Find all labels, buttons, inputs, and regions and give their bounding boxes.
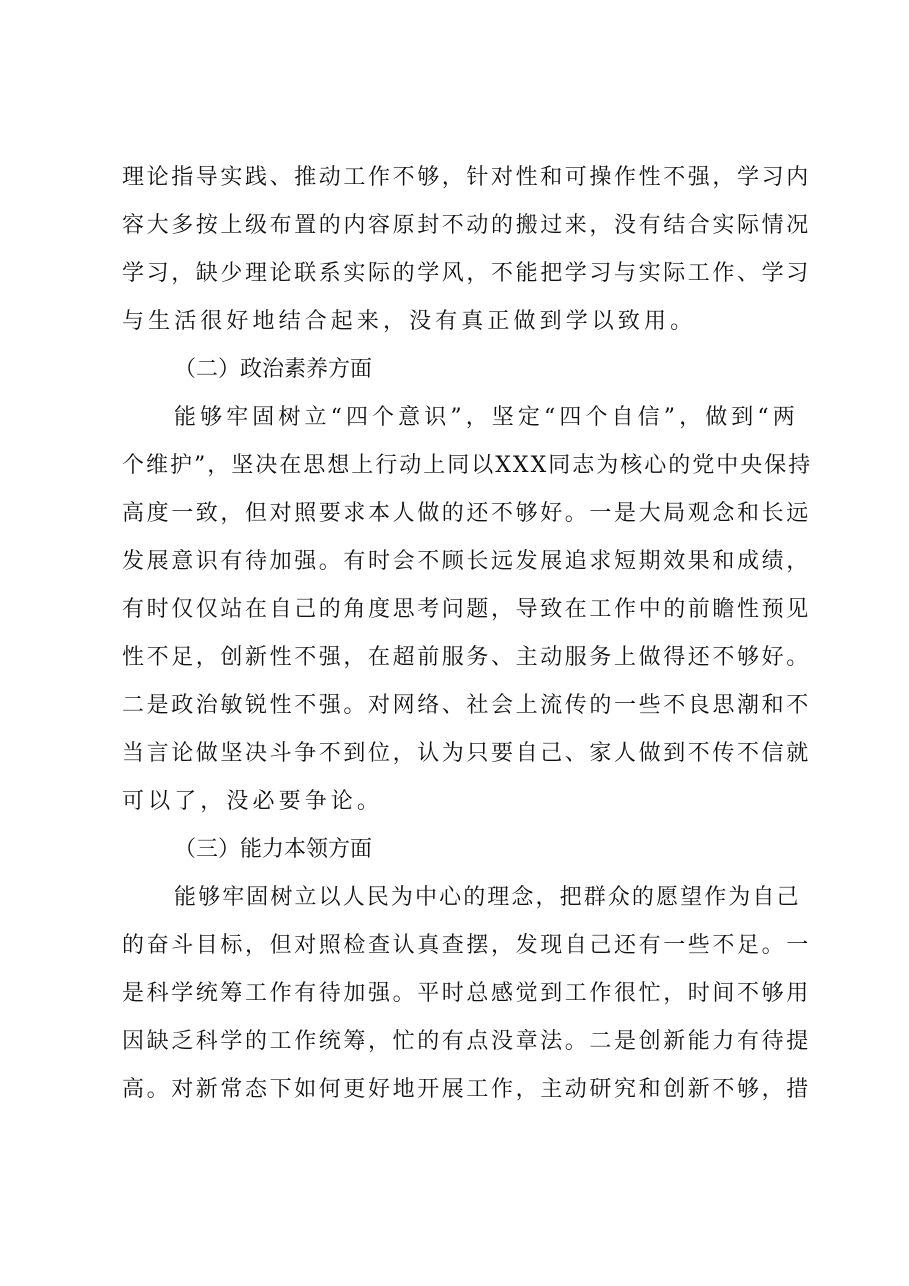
document-body	[122, 154, 812, 1114]
text-line: 高度一致，但对照要求本人做的还不够好。一是大局观念和长远	[122, 501, 811, 526]
text-line: 发展意识有待加强。有时会不顾长远发展追求短期效果和成绩，	[122, 549, 811, 574]
paragraph-first-line: 能够牢固树立以人民为中心的理念，把群众的愿望作为自己	[174, 885, 801, 910]
text-line: 与生活很好地结合起来，没有真正做到学以致用。	[122, 309, 697, 334]
text-line: 容大多按上级布置的内容原封不动的搬过来，没有结合实际情况	[122, 213, 811, 238]
section-heading: （二）政治素养方面	[174, 357, 373, 382]
paragraph-first-line: 能够牢固树立“四个意识”，坚定“四个自信”，做到“两	[174, 405, 799, 430]
text-line: 学习，缺少理论联系实际的学风，不能把学习与实际工作、学习	[122, 261, 811, 286]
text-line: 有时仅仅站在自己的角度思考问题，导致在工作中的前瞻性预见	[122, 597, 811, 622]
text-line: 理论指导实践、推动工作不够，针对性和可操作性不强，学习内	[122, 165, 811, 190]
text-line: 高。对新常态下如何更好地开展工作，主动研究和创新不够，措	[122, 1077, 811, 1102]
text-line: 当言论做坚决斗争不到位，认为只要自己、家人做到不传不信就	[122, 741, 811, 766]
text-line: 因缺乏科学的工作统筹，忙的有点没章法。二是创新能力有待提	[122, 1029, 811, 1054]
section-heading: （三）能力本领方面	[174, 837, 373, 862]
text-line: 可以了，没必要争论。	[122, 789, 384, 814]
text-line: 性不足，创新性不强，在超前服务、主动服务上做得还不够好。	[122, 645, 811, 670]
text-line: 个维护”，坚决在思想上行动上同以XXX同志为核心的党中央保持	[122, 453, 813, 478]
text-line: 的奋斗目标，但对照检查认真查摆，发现自己还有一些不足。一	[122, 933, 811, 958]
text-line: 二是政治敏锐性不强。对网络、社会上流传的一些不良思潮和不	[122, 693, 811, 718]
text-line: 是科学统筹工作有待加强。平时总感觉到工作很忙，时间不够用	[122, 981, 811, 1006]
